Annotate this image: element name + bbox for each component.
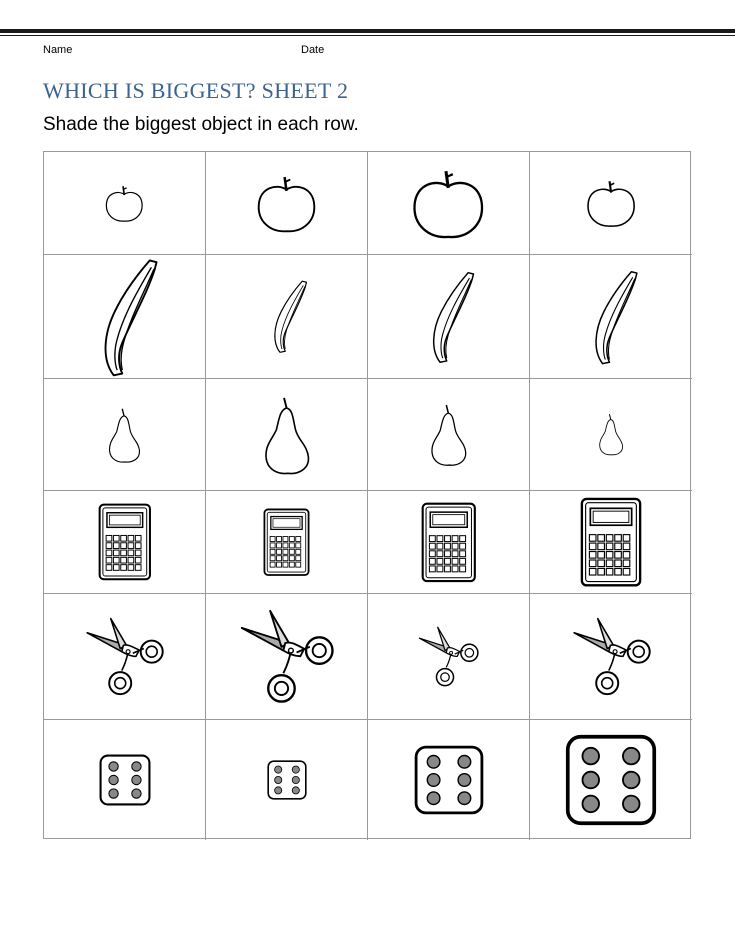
cell-banana-1[interactable]	[44, 255, 206, 379]
cell-pear-1[interactable]	[44, 379, 206, 491]
cell-banana-4[interactable]	[530, 255, 692, 379]
cell-scissors-2[interactable]	[206, 594, 368, 720]
banana-icon	[420, 270, 478, 364]
pear-icon	[597, 412, 625, 456]
banana-icon	[582, 269, 641, 365]
cell-die-3[interactable]	[368, 720, 530, 840]
cell-pear-3[interactable]	[368, 379, 530, 491]
apple-icon	[255, 172, 318, 235]
cell-die-2[interactable]	[206, 720, 368, 840]
header-rule-thick	[0, 29, 735, 33]
date-label: Date	[301, 44, 325, 56]
banana-icon	[264, 279, 310, 353]
apple-icon	[410, 165, 487, 242]
cell-die-4[interactable]	[530, 720, 692, 840]
instruction-text: Shade the biggest object in each row.	[43, 114, 359, 135]
scissors-icon	[417, 626, 479, 687]
cell-apple-3[interactable]	[368, 152, 530, 255]
pear-icon	[428, 402, 469, 467]
cell-calculator-4[interactable]	[530, 491, 692, 594]
cell-banana-2[interactable]	[206, 255, 368, 379]
pear-icon	[261, 394, 312, 476]
cell-scissors-3[interactable]	[368, 594, 530, 720]
banana-icon	[88, 257, 162, 377]
name-label: Name	[43, 44, 73, 56]
header-rule-thin	[0, 35, 735, 36]
cell-apple-2[interactable]	[206, 152, 368, 255]
apple-icon	[585, 177, 637, 229]
cell-pear-2[interactable]	[206, 379, 368, 491]
calculator-icon	[421, 502, 477, 583]
cell-apple-1[interactable]	[44, 152, 206, 255]
die-icon	[99, 754, 151, 806]
cell-scissors-4[interactable]	[530, 594, 692, 720]
cell-pear-4[interactable]	[530, 379, 692, 491]
cell-calculator-1[interactable]	[44, 491, 206, 594]
pear-icon	[106, 406, 142, 464]
scissors-icon	[571, 617, 651, 696]
calculator-icon	[98, 503, 152, 581]
die-icon	[414, 745, 484, 815]
calculator-icon	[263, 508, 310, 576]
apple-icon	[104, 183, 145, 224]
die-icon	[267, 760, 307, 800]
cell-banana-3[interactable]	[368, 255, 530, 379]
cell-apple-4[interactable]	[530, 152, 692, 255]
calculator-icon	[580, 497, 642, 587]
cell-die-1[interactable]	[44, 720, 206, 840]
scissors-icon	[84, 617, 164, 696]
scissors-icon	[238, 609, 334, 704]
die-icon	[565, 734, 657, 826]
cell-scissors-1[interactable]	[44, 594, 206, 720]
cell-calculator-3[interactable]	[368, 491, 530, 594]
cell-calculator-2[interactable]	[206, 491, 368, 594]
worksheet-title: WHICH IS BIGGEST? SHEET 2	[43, 78, 349, 103]
objects-grid	[43, 151, 691, 839]
